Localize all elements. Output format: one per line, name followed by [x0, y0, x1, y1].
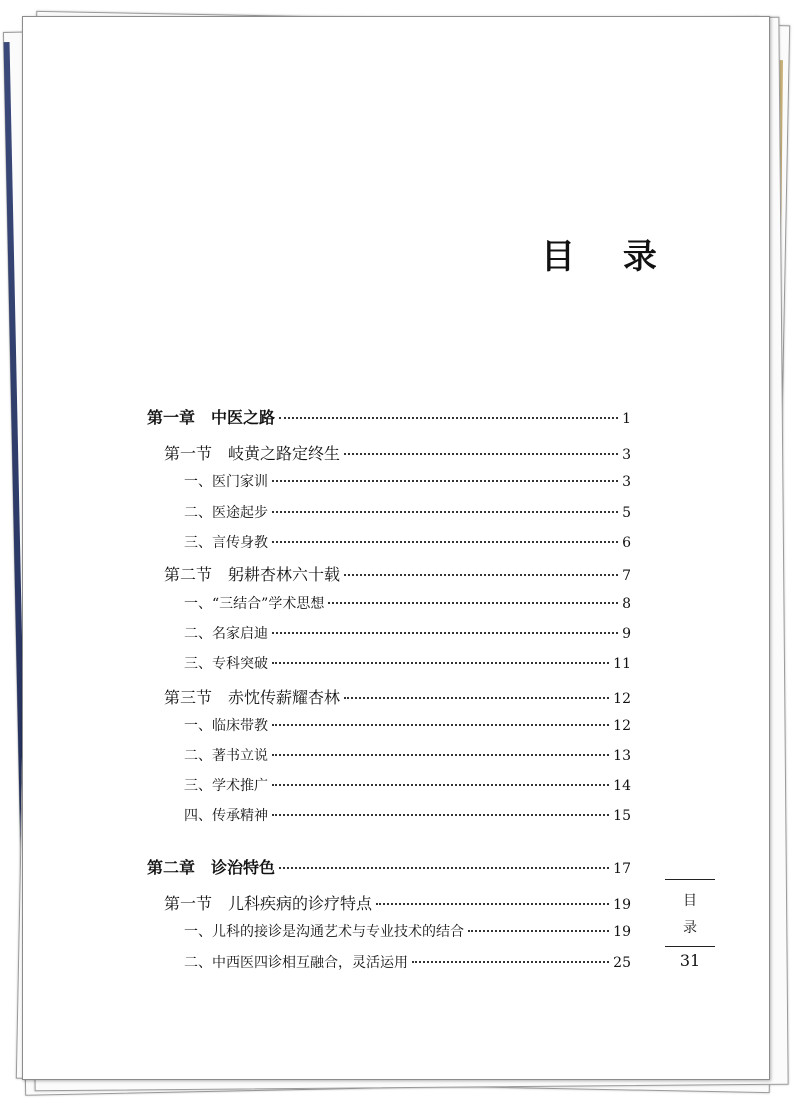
toc-dot-leader: [376, 903, 609, 905]
toc-entry-page: 11: [613, 656, 631, 672]
toc-item-entry: [147, 921, 631, 941]
toc-entry-label: 一、临床带教: [184, 718, 268, 734]
toc-entry-page: 19: [613, 897, 631, 913]
toc-entry-label: 三、学术推广: [184, 778, 268, 794]
toc-section-entry: [147, 562, 631, 585]
toc-entry-label: 四、传承精神: [184, 808, 268, 824]
toc-dot-leader: [279, 417, 618, 419]
toc-dot-leader: [328, 602, 618, 604]
toc-dot-leader: [344, 574, 618, 576]
toc-dot-leader: [272, 662, 609, 664]
toc-entry-page: 19: [613, 924, 631, 940]
toc-item-entry: [147, 593, 631, 613]
toc-section-entry: [147, 685, 631, 708]
toc-entry-label: 第一章 中医之路: [147, 408, 276, 427]
toc-entry-label: 第一节 岐黄之路定终生: [164, 444, 341, 463]
side-tab: [665, 879, 715, 970]
toc-dot-leader: [272, 511, 618, 513]
toc-entry-page: 1: [622, 411, 631, 427]
toc-entry-page: 3: [622, 447, 631, 463]
toc-item-entry: [147, 805, 631, 825]
toc-entry-label: 第二章 诊治特色: [147, 858, 276, 877]
toc-entry-page: 14: [613, 778, 631, 794]
toc-entry-label: 二、医途起步: [184, 505, 268, 521]
toc-entry-page: 8: [622, 596, 631, 612]
toc-entry-page: 7: [622, 568, 631, 584]
toc-dot-leader: [412, 961, 609, 963]
toc-entry-page: 9: [622, 626, 631, 642]
page-title: 目 录: [541, 237, 675, 277]
toc-item-entry: [147, 745, 631, 765]
document-page: [22, 16, 770, 1080]
toc-section-entry: [147, 441, 631, 464]
toc-entry-label: 三、专科突破: [184, 656, 268, 672]
toc-entry-label: 二、中西医四诊相互融合，灵活运用: [184, 955, 408, 971]
toc-item-entry: [147, 775, 631, 795]
toc-item-entry: [147, 502, 631, 522]
toc-chapter-entry: [147, 405, 631, 428]
toc-dot-leader: [272, 480, 618, 482]
toc-dot-leader: [344, 697, 609, 699]
toc-entry-page: 15: [613, 808, 631, 824]
toc-item-entry: [147, 623, 631, 643]
toc-entry-label: 第二节 躬耕杏林六十载: [164, 565, 341, 584]
toc-entry-page: 12: [613, 691, 631, 707]
toc-entry-label: 一、医门家训: [184, 474, 268, 490]
toc-chapter-entry: [147, 855, 631, 878]
toc-entry-label: 第一节 儿科疾病的诊疗特点: [164, 894, 373, 913]
toc-entry-page: 5: [622, 505, 631, 521]
toc-dot-leader: [279, 867, 609, 869]
toc-item-entry: [147, 952, 631, 972]
side-tab-char-1: 目: [683, 893, 697, 909]
toc-entry-label: 二、名家启迪: [184, 626, 268, 642]
toc-dot-leader: [272, 754, 609, 756]
toc-entry-label: 二、著书立说: [184, 748, 268, 764]
toc-entry-page: 13: [613, 748, 631, 764]
toc-entry-label: 一、“三结合”学术思想: [184, 596, 325, 612]
toc-item-entry: [147, 715, 631, 735]
toc-dot-leader: [344, 453, 618, 455]
toc-item-entry: [147, 653, 631, 673]
toc-dot-leader: [272, 814, 609, 816]
toc-dot-leader: [468, 930, 609, 932]
toc-entry-page: 25: [613, 955, 631, 971]
toc-dot-leader: [272, 724, 609, 726]
side-tab-char-2: 录: [683, 920, 697, 936]
toc-item-entry: [147, 532, 631, 552]
toc-entry-page: 3: [622, 474, 631, 490]
toc-entry-page: 12: [613, 718, 631, 734]
toc-dot-leader: [272, 541, 618, 543]
toc-section-entry: [147, 891, 631, 914]
toc-dot-leader: [272, 632, 618, 634]
toc-entry-label: 三、言传身教: [184, 535, 268, 551]
side-tab-top-rule: [665, 879, 715, 880]
page-number: 31: [679, 951, 701, 970]
toc-entry-page: 17: [613, 861, 631, 877]
side-tab-bottom-rule: [665, 946, 715, 947]
toc-item-entry: [147, 471, 631, 491]
toc-entry-page: 6: [622, 535, 631, 551]
toc-dot-leader: [272, 784, 609, 786]
toc-entry-label: 第三节 赤忱传薪耀杏林: [164, 688, 341, 707]
toc-entry-label: 一、儿科的接诊是沟通艺术与专业技术的结合: [184, 924, 464, 940]
